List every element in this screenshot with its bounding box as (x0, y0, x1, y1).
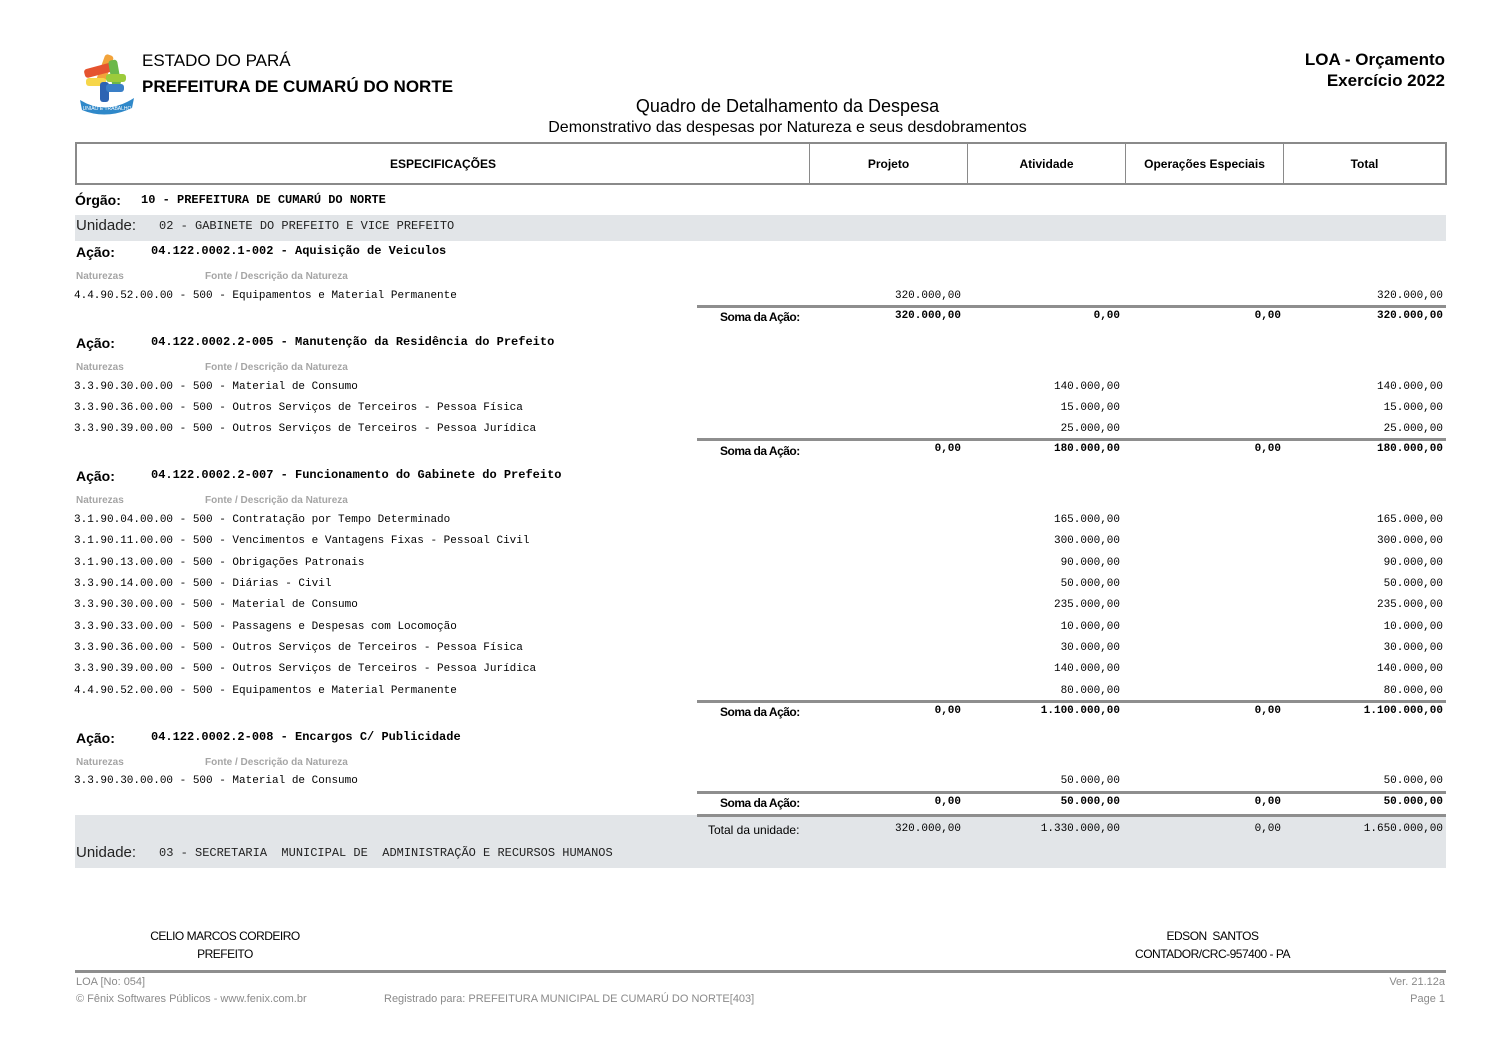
value-total: 10.000,00 (1383, 621, 1443, 633)
value-total: 15.000,00 (1383, 402, 1443, 414)
column-header (75, 142, 1447, 185)
natureza-row: 3.3.90.36.00.00 - 500 - Outros Serviços de Terceiros - Pessoa Física (74, 402, 523, 414)
value-atividade: 235.000,00 (1053, 599, 1120, 611)
value-total: 90.000,00 (1383, 557, 1443, 569)
next-unidade-label: Unidade: (76, 844, 137, 861)
soma-total: 50.000,00 (1383, 796, 1443, 808)
fonte-header: Fonte / Descrição da Natureza (205, 362, 348, 373)
value-total: 235.000,00 (1376, 599, 1443, 611)
separator (697, 438, 1446, 441)
value-atividade: 300.000,00 (1053, 535, 1120, 547)
municipality-name: PREFEITURA DE CUMARÚ DO NORTE (142, 77, 454, 96)
separator (697, 814, 1446, 817)
separator (697, 305, 1446, 308)
value-atividade: 165.000,00 (1053, 514, 1120, 526)
naturezas-header: Naturezas (76, 362, 124, 373)
value-atividade: 30.000,00 (1060, 642, 1120, 654)
soma-projeto: 320.000,00 (894, 310, 961, 322)
soma-operacoes: 0,00 (1254, 705, 1281, 717)
value-total: 50.000,00 (1383, 578, 1443, 590)
acao-label: Ação: (76, 468, 115, 484)
value-total: 80.000,00 (1383, 685, 1443, 697)
total-unidade-operacoes: 0,00 (1254, 823, 1281, 835)
soma-label: Soma da Ação: (720, 705, 800, 719)
acao-title: 04.122.0002.2-005 - Manutenção da Residência do Prefeito (151, 335, 555, 349)
signature-role: CONTADOR/CRC-957400 - PA (1135, 947, 1290, 961)
value-atividade: 50.000,00 (1060, 775, 1120, 787)
separator (697, 791, 1446, 794)
signature-name: CELIO MARCOS CORDEIRO (150, 929, 300, 943)
soma-atividade: 1.100.000,00 (1040, 705, 1120, 717)
natureza-row: 3.1.90.13.00.00 - 500 - Obrigações Patronais (74, 557, 365, 569)
soma-operacoes: 0,00 (1254, 443, 1281, 455)
acao-label: Ação: (76, 244, 115, 260)
fonte-header: Fonte / Descrição da Natureza (205, 495, 348, 506)
value-total: 25.000,00 (1383, 423, 1443, 435)
value-total: 165.000,00 (1376, 514, 1443, 526)
value-atividade: 15.000,00 (1060, 402, 1120, 414)
total-unidade-total: 1.650.000,00 (1363, 823, 1443, 835)
separator (697, 700, 1446, 703)
natureza-row: 3.3.90.39.00.00 - 500 - Outros Serviços de Terceiros - Pessoa Jurídica (74, 423, 537, 435)
value-projeto: 320.000,00 (894, 290, 961, 302)
fiscal-year: Exercício 2022 (1326, 71, 1445, 90)
natureza-row: 3.3.90.30.00.00 - 500 - Material de Consumo (74, 381, 358, 393)
natureza-row: 3.3.90.33.00.00 - 500 - Passagens e Despesas com Locomoção (74, 621, 457, 633)
state-name: ESTADO DO PARÁ (142, 51, 291, 70)
orgao-value: 10 - PREFEITURA DE CUMARÚ DO NORTE (141, 193, 386, 207)
unidade-value: 02 - GABINETE DO PREFEITO E VICE PREFEITO (159, 219, 455, 233)
value-total: 300.000,00 (1376, 535, 1443, 547)
fonte-header: Fonte / Descrição da Natureza (205, 271, 348, 282)
naturezas-header: Naturezas (76, 271, 124, 282)
natureza-row: 3.3.90.30.00.00 - 500 - Material de Consumo (74, 775, 358, 787)
page-number: Page 1 (1410, 993, 1445, 1005)
soma-operacoes: 0,00 (1254, 310, 1281, 322)
natureza-row: 4.4.90.52.00.00 - 500 - Equipamentos e Material Permanente (74, 685, 457, 697)
naturezas-header: Naturezas (76, 495, 124, 506)
signature-role: PREFEITO (197, 947, 253, 961)
soma-operacoes: 0,00 (1254, 796, 1281, 808)
total-unidade-projeto: 320.000,00 (894, 823, 961, 835)
value-atividade: 90.000,00 (1060, 557, 1120, 569)
next-unidade-value: 03 - SECRETARIA MUNICIPAL DE ADMINISTRAÇÃO E RECURSOS HUMANOS (159, 846, 613, 860)
soma-atividade: 50.000,00 (1060, 796, 1120, 808)
natureza-row: 3.3.90.36.00.00 - 500 - Outros Serviços de Terceiros - Pessoa Física (74, 642, 523, 654)
col-especificacoes: ESPECIFICAÇÕES (77, 144, 810, 183)
soma-projeto: 0,00 (934, 443, 961, 455)
value-atividade: 50.000,00 (1060, 578, 1120, 590)
report-type: LOA - Orçamento (1304, 50, 1445, 69)
vendor-credit: © Fênix Softwares Públicos - www.fenix.com.br (76, 993, 307, 1005)
total-unidade-label: Total da unidade: (708, 823, 800, 837)
value-total: 320.000,00 (1376, 290, 1443, 302)
doc-id: LOA [No: 054] (76, 976, 146, 988)
soma-total: 1.100.000,00 (1363, 705, 1443, 717)
value-atividade: 140.000,00 (1053, 381, 1120, 393)
acao-title: 04.122.0002.2-008 - Encargos C/ Publicidade (151, 730, 461, 744)
fonte-header: Fonte / Descrição da Natureza (205, 757, 348, 768)
footer-divider (75, 970, 1446, 973)
value-atividade: 10.000,00 (1060, 621, 1120, 633)
acao-title: 04.122.0002.1-002 - Aquisição de Veiculos (151, 244, 447, 258)
natureza-row: 3.1.90.11.00.00 - 500 - Vencimentos e Vantagens Fixas - Pessoal Civil (74, 535, 530, 547)
soma-total: 320.000,00 (1376, 310, 1443, 322)
soma-label: Soma da Ação: (720, 310, 800, 324)
natureza-row: 3.3.90.30.00.00 - 500 - Material de Consumo (74, 599, 358, 611)
signature-name: EDSON SANTOS (1166, 929, 1259, 943)
col-total: Total (1350, 156, 1379, 171)
report-title: Quadro de Detalhamento da Despesa (635, 96, 940, 116)
orgao-label: Órgão: (75, 192, 121, 208)
value-total: 140.000,00 (1376, 663, 1443, 675)
total-unidade-atividade: 1.330.000,00 (1040, 823, 1120, 835)
svg-text:UNIÃO E TRABALHO: UNIÃO E TRABALHO (82, 106, 132, 112)
report-subtitle: Demonstrativo das despesas por Natureza e seus desdobramentos (548, 119, 1027, 136)
registered-to: Registrado para: PREFEITURA MUNICIPAL DE CUMARÚ DO NORTE[403] (384, 993, 755, 1005)
soma-projeto: 0,00 (934, 705, 961, 717)
value-total: 140.000,00 (1376, 381, 1443, 393)
soma-label: Soma da Ação: (720, 796, 800, 810)
col-projeto: Projeto (810, 144, 968, 183)
natureza-row: 4.4.90.52.00.00 - 500 - Equipamentos e Material Permanente (74, 290, 457, 302)
version: Ver. 21.12a (1389, 976, 1445, 988)
natureza-row: 3.3.90.39.00.00 - 500 - Outros Serviços de Terceiros - Pessoa Jurídica (74, 663, 537, 675)
acao-title: 04.122.0002.2-007 - Funcionamento do Gabinete do Prefeito (151, 468, 562, 482)
acao-label: Ação: (76, 730, 115, 746)
value-total: 50.000,00 (1383, 775, 1443, 787)
value-atividade: 140.000,00 (1053, 663, 1120, 675)
col-atividade: Atividade (968, 144, 1126, 183)
soma-projeto: 0,00 (934, 796, 961, 808)
naturezas-header: Naturezas (76, 757, 124, 768)
value-atividade: 80.000,00 (1060, 685, 1120, 697)
col-operacoes-especiais: Operações Especiais (1126, 144, 1284, 183)
natureza-row: 3.3.90.14.00.00 - 500 - Diárias - Civil (74, 578, 332, 590)
value-atividade: 25.000,00 (1060, 423, 1120, 435)
unidade-label: Unidade: (76, 217, 137, 234)
soma-label: Soma da Ação: (720, 444, 800, 458)
natureza-row: 3.1.90.04.00.00 - 500 - Contratação por Tempo Determinado (74, 514, 451, 526)
soma-total: 180.000,00 (1376, 443, 1443, 455)
soma-atividade: 0,00 (1093, 310, 1120, 322)
value-total: 30.000,00 (1383, 642, 1443, 654)
acao-label: Ação: (76, 335, 115, 351)
soma-atividade: 180.000,00 (1053, 443, 1120, 455)
